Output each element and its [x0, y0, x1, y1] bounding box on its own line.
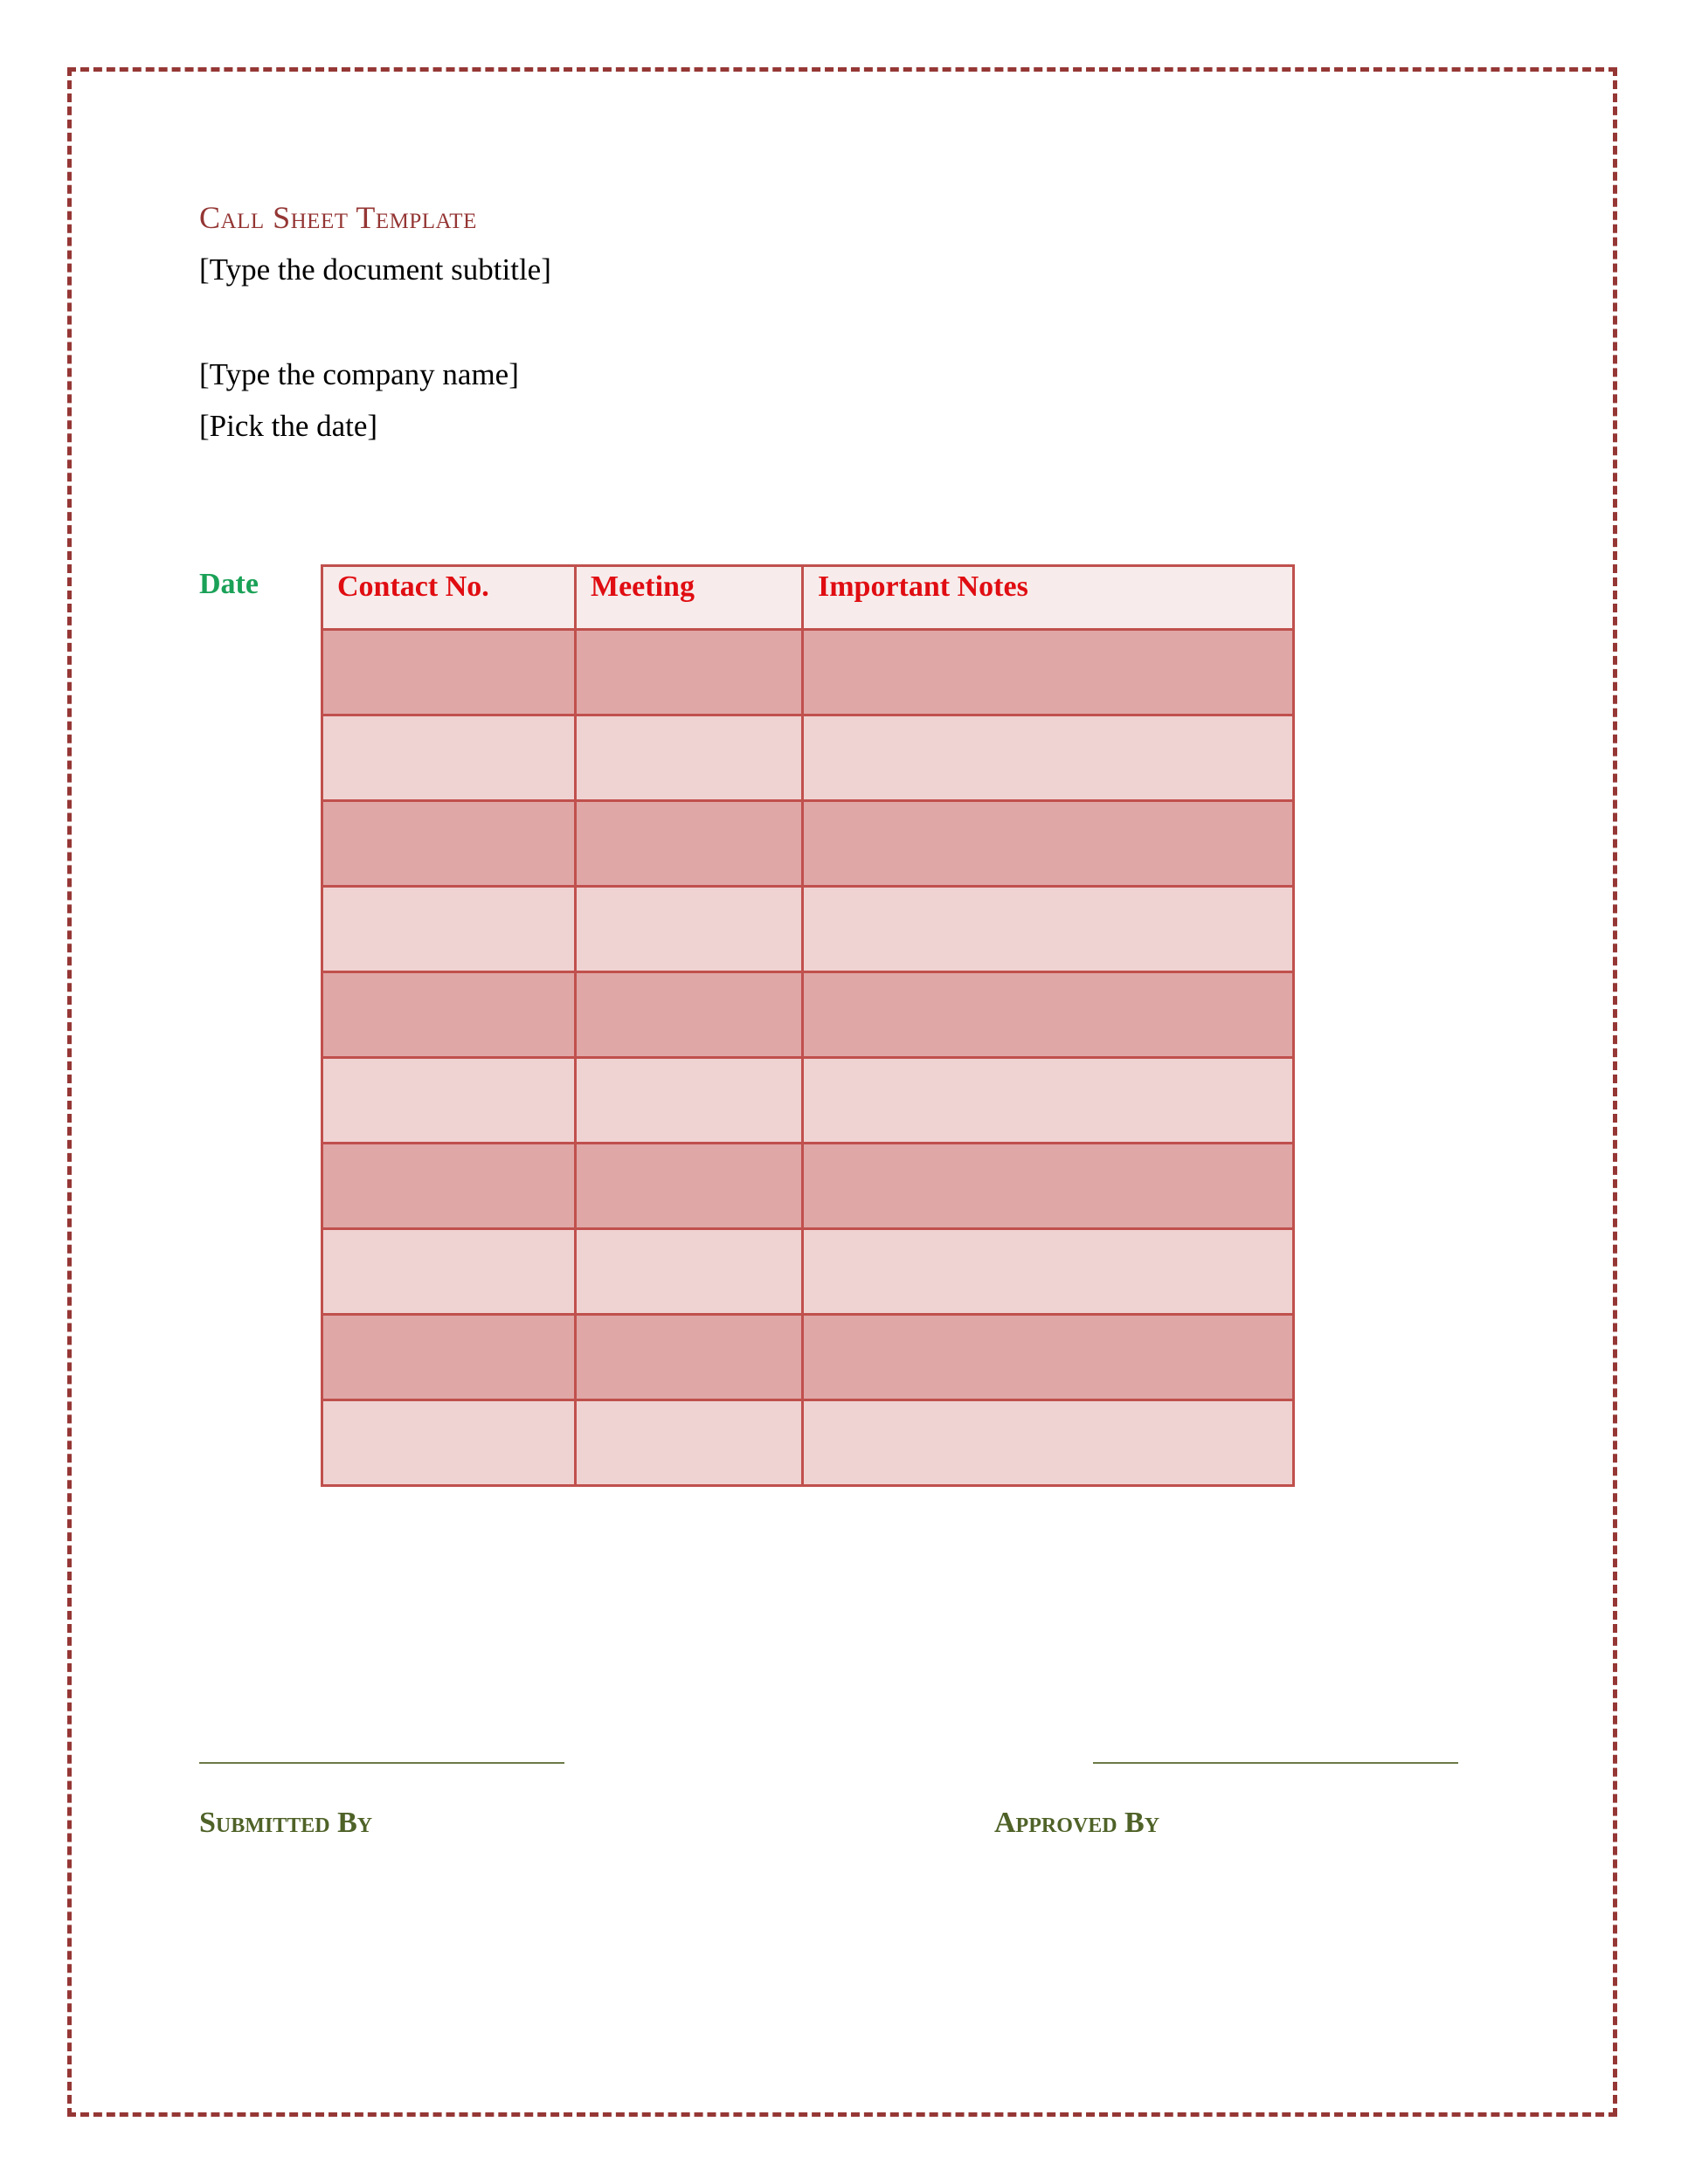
submitted-by-line — [199, 1762, 564, 1764]
approved-by-line — [1093, 1762, 1458, 1764]
cell-notes[interactable] — [803, 1400, 1294, 1486]
cell-notes[interactable] — [803, 1315, 1294, 1400]
document-title: Call Sheet Template — [199, 200, 477, 235]
cell-meeting[interactable] — [576, 1400, 803, 1486]
table-row — [322, 1144, 1294, 1229]
table-header-row — [322, 566, 1294, 630]
cell-meeting[interactable] — [576, 1058, 803, 1144]
company-name[interactable]: [Type the company name] — [199, 357, 519, 391]
cell-notes[interactable] — [803, 1229, 1294, 1315]
cell-notes[interactable] — [803, 1144, 1294, 1229]
call-log-body — [322, 630, 1294, 1486]
table-row — [322, 1315, 1294, 1400]
cell-meeting[interactable] — [576, 715, 803, 801]
cell-contact[interactable] — [322, 801, 576, 887]
table-row — [322, 1058, 1294, 1144]
cell-notes[interactable] — [803, 887, 1294, 972]
date-picker[interactable]: [Pick the date] — [199, 409, 378, 443]
column-header-notes: Important Notes — [803, 566, 1294, 630]
table-row — [322, 801, 1294, 887]
cell-meeting[interactable] — [576, 887, 803, 972]
cell-contact[interactable] — [322, 972, 576, 1058]
cell-notes[interactable] — [803, 1058, 1294, 1144]
cell-contact[interactable] — [322, 1144, 576, 1229]
cell-contact[interactable] — [322, 630, 576, 715]
cell-notes[interactable] — [803, 715, 1294, 801]
cell-contact[interactable] — [322, 887, 576, 972]
column-header-meeting: Meeting — [576, 566, 803, 630]
document-subtitle[interactable]: [Type the document subtitle] — [199, 252, 551, 287]
column-header-contact: Contact No. — [322, 566, 576, 630]
cell-notes[interactable] — [803, 972, 1294, 1058]
cell-contact[interactable] — [322, 715, 576, 801]
cell-meeting[interactable] — [576, 1315, 803, 1400]
cell-contact[interactable] — [322, 1058, 576, 1144]
cell-notes[interactable] — [803, 801, 1294, 887]
table-row — [322, 1229, 1294, 1315]
cell-contact[interactable] — [322, 1315, 576, 1400]
cell-meeting[interactable] — [576, 801, 803, 887]
cell-notes[interactable] — [803, 630, 1294, 715]
date-label: Date — [199, 568, 259, 600]
table-row — [322, 715, 1294, 801]
cell-contact[interactable] — [322, 1400, 576, 1486]
cell-meeting[interactable] — [576, 630, 803, 715]
approved-by-label: Approved By — [994, 1807, 1160, 1839]
table-row — [322, 887, 1294, 972]
cell-meeting[interactable] — [576, 1144, 803, 1229]
table-row — [322, 630, 1294, 715]
table-row — [322, 1400, 1294, 1486]
call-log-table — [321, 564, 1295, 1487]
cell-contact[interactable] — [322, 1229, 576, 1315]
submitted-by-label: Submitted By — [199, 1807, 373, 1839]
cell-meeting[interactable] — [576, 1229, 803, 1315]
cell-meeting[interactable] — [576, 972, 803, 1058]
table-row — [322, 972, 1294, 1058]
